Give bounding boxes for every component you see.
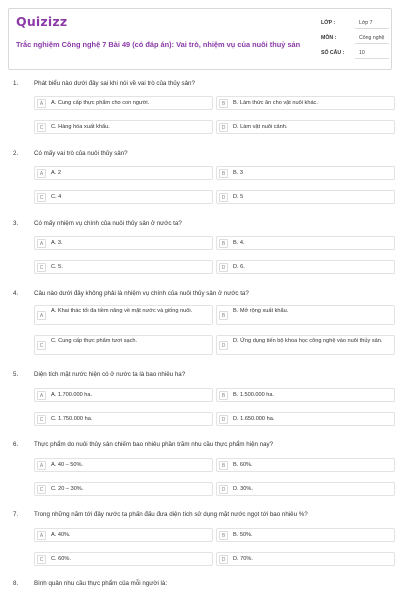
question-text: Bình quân nhu cầu thực phẩm của mỗi người là:	[34, 580, 168, 587]
question-number: 6.	[13, 441, 19, 448]
option-a[interactable]	[34, 458, 213, 472]
question-number: 4.	[13, 290, 19, 297]
worksheet-header	[8, 8, 392, 70]
option-a[interactable]	[34, 236, 213, 250]
option-c[interactable]	[34, 190, 213, 204]
option-d[interactable]	[216, 260, 395, 274]
option-text: D. 70%.	[233, 556, 253, 562]
option-d[interactable]	[216, 552, 395, 566]
option-letter: A	[37, 99, 46, 108]
meta-label: SỐ CÂU :	[321, 50, 345, 56]
option-text: C. 5.	[51, 264, 63, 270]
option-c[interactable]	[34, 120, 213, 134]
question-text: Thực phẩm do nuôi thủy sản chiếm bao nhiêu phần trăm nhu cầu thực phẩm hiện nay?	[34, 441, 274, 448]
meta-label: LỚP :	[321, 20, 336, 26]
option-text: B. Mở rộng xuất khẩu.	[233, 308, 289, 314]
option-letter: A	[37, 391, 46, 400]
option-a[interactable]	[34, 166, 213, 180]
question-number: 7.	[13, 511, 19, 518]
option-d[interactable]	[216, 412, 395, 426]
option-c[interactable]	[34, 412, 213, 426]
option-text: B. 1.500.000 ha.	[233, 392, 275, 398]
option-letter: B	[219, 169, 228, 178]
option-b[interactable]	[216, 305, 395, 325]
option-letter: A	[37, 169, 46, 178]
option-text: D. 1.650.000 ha.	[233, 416, 275, 422]
option-b[interactable]	[216, 388, 395, 402]
meta-label: MÔN :	[321, 35, 337, 41]
option-b[interactable]	[216, 166, 395, 180]
option-text: B. Làm thức ăn cho vật nuôi khác.	[233, 100, 318, 106]
question-number: 5.	[13, 371, 19, 378]
meta-row-subject	[321, 32, 389, 44]
option-d[interactable]	[216, 190, 395, 204]
option-text: A. Cung cấp thực phẩm cho con người.	[51, 100, 150, 106]
option-text: D. 6.	[233, 264, 245, 270]
question-number: 1.	[13, 80, 19, 87]
option-text: C. 1.750.000 ha.	[51, 416, 93, 422]
option-d[interactable]	[216, 120, 395, 134]
option-letter: B	[219, 531, 228, 540]
option-letter: D	[219, 485, 228, 494]
option-a[interactable]	[34, 388, 213, 402]
option-a[interactable]	[34, 528, 213, 542]
option-text: D. Ứng dụng tiến bộ khoa học công nghệ vào nuôi thủy sản.	[233, 338, 383, 344]
option-b[interactable]	[216, 528, 395, 542]
option-text: A. 3.	[51, 240, 63, 246]
option-text: A. 40 – 50%.	[51, 462, 84, 468]
question-text: Có mấy nhiệm vụ chính của nuôi thủy sản ở nước ta?	[34, 220, 182, 227]
option-text: D. 30%.	[233, 486, 253, 492]
option-d[interactable]	[216, 335, 395, 355]
option-text: B. 60%.	[233, 462, 253, 468]
question-text: Có mấy vai trò của nuôi thủy sản?	[34, 150, 128, 157]
option-text: D. 5	[233, 194, 244, 200]
quizizz-logo: Quizizz	[16, 14, 68, 29]
option-text: C. Cung cấp thực phẩm tươi sạch.	[51, 338, 138, 344]
option-letter: C	[37, 193, 46, 202]
meta-value: Lớp 7	[355, 18, 389, 29]
worksheet-meta	[321, 17, 389, 62]
option-letter: B	[219, 391, 228, 400]
option-letter: C	[37, 485, 46, 494]
option-d[interactable]	[216, 482, 395, 496]
question-text: Diện tích mặt nước hiện có ở nước ta là bao nhiêu ha?	[34, 371, 186, 378]
meta-value: Công nghệ	[355, 33, 389, 44]
option-letter: B	[219, 239, 228, 248]
question-text: Câu nào dưới đây không phải là nhiệm vụ chính của nuôi thủy sản ở nước ta?	[34, 290, 249, 297]
option-letter: C	[37, 341, 46, 350]
option-letter: A	[37, 311, 46, 320]
option-text: B. 3	[233, 170, 243, 176]
option-a[interactable]	[34, 96, 213, 110]
option-c[interactable]	[34, 482, 213, 496]
option-text: B. 4.	[233, 240, 245, 246]
meta-row-grade	[321, 17, 389, 29]
option-c[interactable]	[34, 335, 213, 355]
option-c[interactable]	[34, 552, 213, 566]
option-text: C. 4	[51, 194, 62, 200]
option-letter: D	[219, 555, 228, 564]
worksheet-title: Trắc nghiệm Công nghệ 7 Bài 49 (có đáp án): Vai trò, nhiệm vụ của nuôi thuỷ sản	[16, 40, 301, 49]
option-text: A. 1.700.000 ha.	[51, 392, 93, 398]
question-number: 3.	[13, 220, 19, 227]
option-letter: D	[219, 341, 228, 350]
option-letter: D	[219, 123, 228, 132]
option-letter: D	[219, 193, 228, 202]
option-b[interactable]	[216, 236, 395, 250]
meta-value: 10	[355, 48, 389, 59]
question-text: Phát biểu nào dưới đây sai khi nói về vai trò của thủy sản?	[34, 80, 195, 87]
option-text: B. 50%.	[233, 532, 253, 538]
option-b[interactable]	[216, 458, 395, 472]
option-text: C. Hàng hóa xuất khẩu.	[51, 124, 110, 130]
option-text: A. 2	[51, 170, 61, 176]
question-number: 2.	[13, 150, 19, 157]
option-letter: C	[37, 555, 46, 564]
meta-row-count	[321, 47, 389, 59]
option-a[interactable]	[34, 305, 213, 325]
option-text: C. 20 – 30%.	[51, 486, 84, 492]
option-text: C. 60%.	[51, 556, 71, 562]
option-letter: D	[219, 263, 228, 272]
option-text: A. Khai thác tối đa tiềm năng về mặt nước và giống nuôi.	[51, 308, 193, 314]
option-letter: D	[219, 415, 228, 424]
option-letter: A	[37, 531, 46, 540]
option-letter: C	[37, 123, 46, 132]
option-letter: B	[219, 311, 228, 320]
option-letter: C	[37, 415, 46, 424]
option-b[interactable]	[216, 96, 395, 110]
option-text: A. 40%.	[51, 532, 71, 538]
option-c[interactable]	[34, 260, 213, 274]
option-letter: A	[37, 461, 46, 470]
question-text: Trong những năm tới đây nước ta phấn đấu đưa diện tích sử dụng mặt nước ngọt tới bao nhiêu %?	[34, 511, 308, 518]
option-letter: C	[37, 263, 46, 272]
option-letter: A	[37, 239, 46, 248]
option-letter: B	[219, 461, 228, 470]
question-number: 8.	[13, 580, 19, 587]
option-letter: B	[219, 99, 228, 108]
option-text: D. Làm vật nuôi cảnh.	[233, 124, 288, 130]
